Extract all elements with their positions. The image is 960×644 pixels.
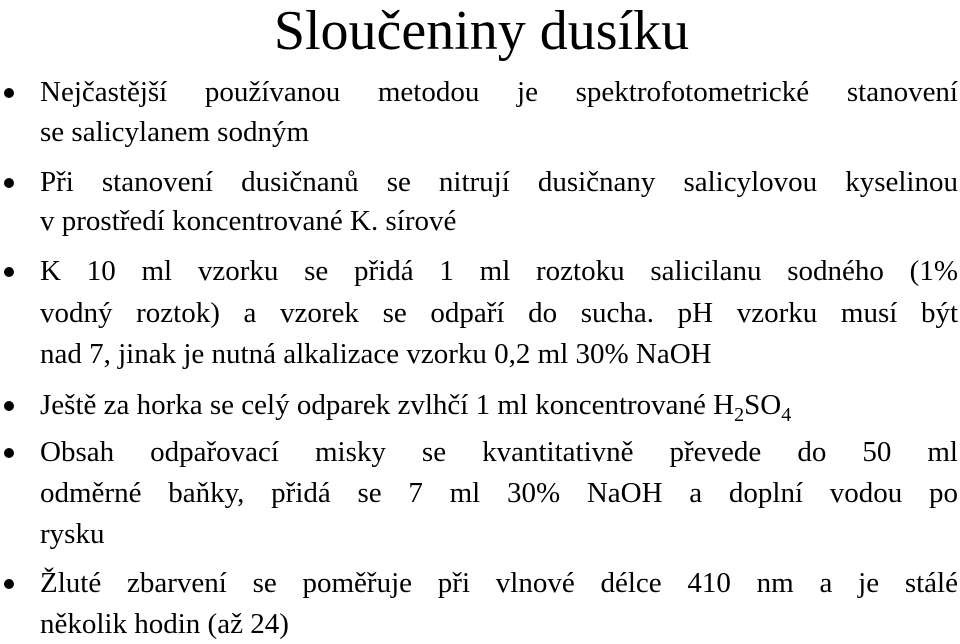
- bullet-dot-icon: [4, 579, 14, 589]
- bullet-line: rysku: [40, 518, 105, 550]
- bullet-dot-icon: [4, 448, 14, 458]
- subscript: 2: [734, 404, 745, 426]
- bullet-dot-icon: [4, 178, 14, 188]
- bullet-line: Obsah odpařovací misky se kvantitativně převede do 50 ml: [40, 436, 958, 468]
- bullet-line: Nejčastější používanou metodou je spektrofotometrické stanovení: [40, 76, 958, 108]
- slide-title: Sloučeniny dusíku: [273, 0, 690, 62]
- bullet-line: [40, 387, 958, 426]
- bullet-line: vodný roztok) a vzorek se odpaří do sucha. pH vzorku musí být: [40, 297, 958, 329]
- bullet-line: Při stanovení dusičnanů se nitrují dusičnany salicylovou kyselinou: [40, 166, 958, 198]
- bullet-line: nad 7, jinak je nutná alkalizace vzorku 0,2 ml 30% NaOH: [40, 338, 712, 370]
- bullet-dot-icon: [4, 88, 14, 98]
- bullet-dot-icon: [4, 267, 14, 277]
- bullet-line: se salicylanem sodným: [40, 116, 310, 148]
- bullet-text: SO: [744, 389, 782, 421]
- bullet-text: Ještě za horka se celý odparek zvlhčí 1 ml koncentrované H: [40, 389, 735, 421]
- bullet-line: několik hodin (až 24): [40, 608, 289, 640]
- bullet-line: odměrné baňky, přidá se 7 ml 30% NaOH a doplní vodou po: [40, 477, 958, 509]
- subscript: 4: [781, 404, 792, 426]
- bullet-dot-icon: [4, 401, 14, 411]
- bullet-line: Žluté zbarvení se poměřuje při vlnové délce 410 nm a je stálé: [40, 567, 958, 599]
- bullet-line: v prostředí koncentrované K. sírové: [40, 205, 457, 237]
- bullet-line: K 10 ml vzorku se přidá 1 ml roztoku salicilanu sodného (1%: [40, 255, 958, 287]
